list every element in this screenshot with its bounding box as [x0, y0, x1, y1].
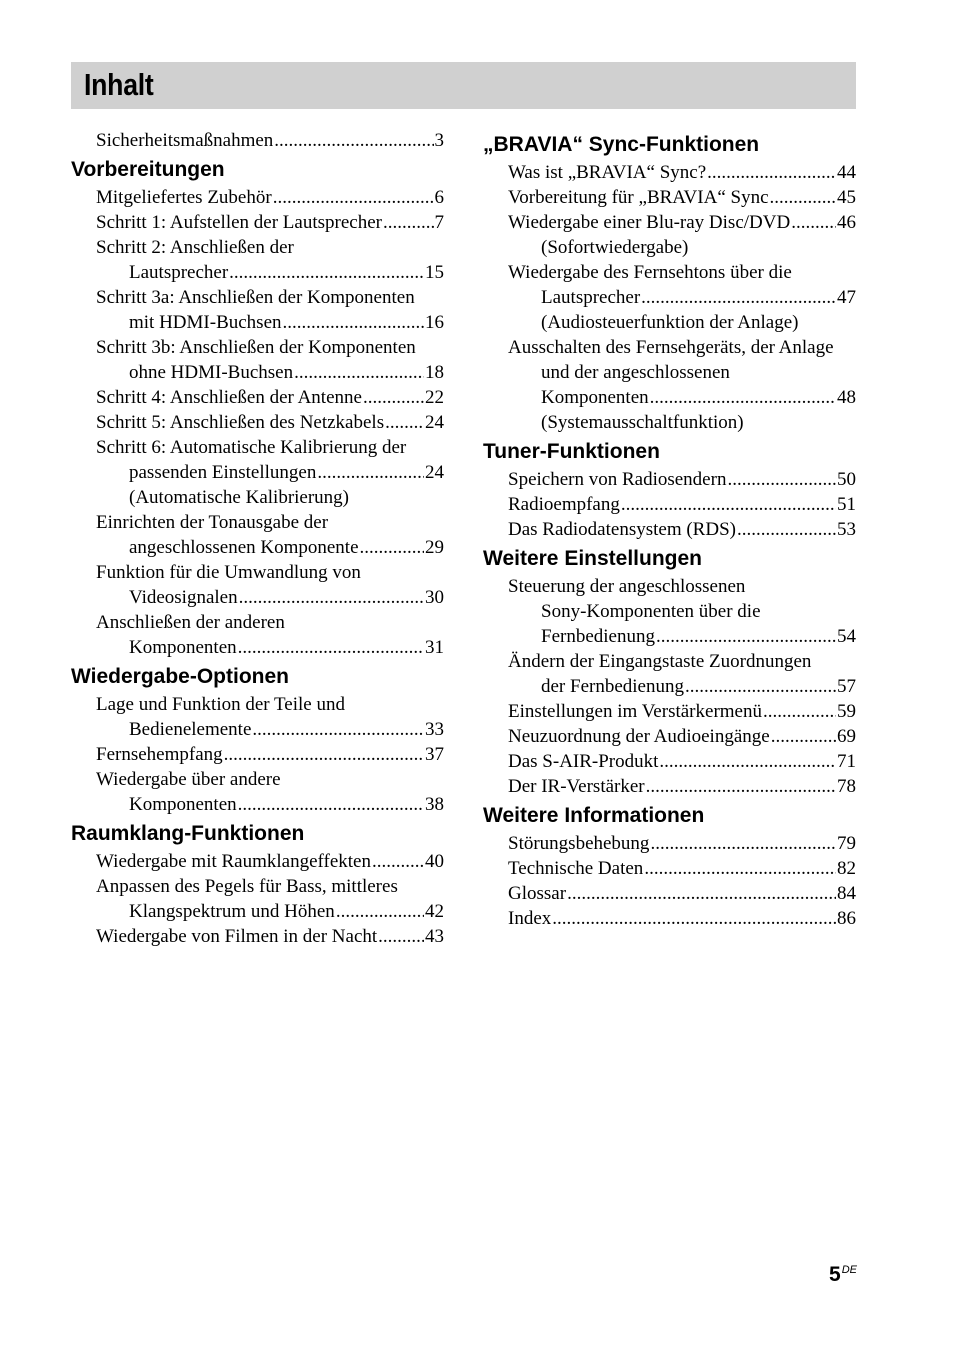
toc-entry-line [508, 160, 856, 185]
leader-dots [641, 285, 836, 310]
toc-entry-line [508, 210, 856, 235]
toc-entry-text: Störungsbehebung [508, 833, 650, 854]
toc-entry-text: Vorbereitung für „BRAVIA“ Sync [508, 187, 769, 208]
leader-dots [383, 210, 434, 235]
leader-dots [372, 849, 424, 874]
toc-entry[interactable] [483, 517, 856, 542]
toc-page-number: 78 [837, 776, 856, 797]
toc-page-number: 54 [837, 626, 856, 647]
toc-entry-line [508, 749, 856, 774]
leader-dots [567, 881, 836, 906]
toc-section [71, 660, 444, 817]
leader-dots [707, 160, 836, 185]
toc-page-number: 37 [425, 744, 444, 765]
section-heading: Wiedergabe-Optionen [71, 665, 289, 688]
toc-page-number: 22 [425, 387, 444, 408]
toc-entry-line: Wiedergabe über andere [96, 769, 281, 790]
toc-entry-line: Steuerung der angeschlossenen [508, 576, 746, 597]
leader-dots [771, 724, 836, 749]
toc-entry[interactable] [71, 185, 444, 210]
toc-entry-line [508, 856, 856, 881]
leader-dots [283, 310, 424, 335]
leader-dots [273, 185, 434, 210]
toc-entry[interactable] [71, 874, 444, 924]
leader-dots [644, 856, 836, 881]
toc-entry-text: Was ist „BRAVIA“ Sync? [508, 162, 707, 183]
toc-entry-text: Bedienelemente [129, 719, 252, 740]
toc-entry-text: Sicherheitsmaßnahmen [96, 130, 274, 151]
toc-entry-line [508, 285, 856, 310]
page-number-value: 5 [829, 1263, 841, 1286]
toc-section [483, 128, 856, 435]
toc-page-number: 38 [425, 794, 444, 815]
toc-entry-line [96, 410, 444, 435]
toc-right-column [483, 128, 856, 931]
toc-entry-line [96, 185, 444, 210]
toc-entry[interactable] [71, 410, 444, 435]
toc-page-number: 43 [425, 926, 444, 947]
toc-entry[interactable] [71, 128, 444, 153]
leader-dots [252, 717, 424, 742]
toc-entry[interactable] [71, 235, 444, 285]
leader-dots [650, 385, 836, 410]
leader-dots [621, 492, 836, 517]
toc-entry-text: Fernbedienung [541, 626, 655, 647]
toc-page-number: 69 [837, 726, 856, 747]
toc-entry[interactable] [71, 210, 444, 235]
toc-entry-text: Radioempfang [508, 494, 620, 515]
toc-entry[interactable] [483, 856, 856, 881]
toc-entry-note: (Sofortwiedergabe) [541, 237, 689, 258]
toc-entry-line [96, 128, 444, 153]
toc-entry[interactable] [71, 435, 444, 510]
toc-page-number: 46 [837, 212, 856, 233]
section-heading: Weitere Einstellungen [483, 547, 702, 570]
toc-entry[interactable] [71, 610, 444, 660]
toc-entry-line [96, 260, 444, 285]
toc-entry-line: Lage und Funktion der Teile und [96, 694, 345, 715]
leader-dots [737, 517, 836, 542]
toc-page-number: 15 [425, 262, 444, 283]
toc-entry-text: Speichern von Radiosendern [508, 469, 727, 490]
toc-entry-line [508, 492, 856, 517]
toc-entry-text: Schritt 1: Aufstellen der Lautsprecher [96, 212, 382, 233]
toc-section [71, 153, 444, 660]
toc-page-number: 3 [434, 130, 444, 151]
leader-dots [294, 360, 424, 385]
toc-entry-line [96, 924, 444, 949]
leader-dots [229, 260, 424, 285]
leader-dots [224, 742, 424, 767]
leader-dots [378, 924, 424, 949]
toc-entry-text: passenden Einstellungen [129, 462, 317, 483]
toc-entry-line [96, 360, 444, 385]
toc-entry-line: Sony-Komponenten über die [541, 601, 761, 622]
toc-entry-text: Klangspektrum und Höhen [129, 901, 335, 922]
toc-entry-text: Der IR-Verstärker [508, 776, 645, 797]
toc-entry-text: Index [508, 908, 552, 929]
page-number-suffix: DE [841, 1264, 857, 1276]
toc-page-number: 51 [837, 494, 856, 515]
section-heading: „BRAVIA“ Sync-Funktionen [483, 133, 760, 156]
toc-section [483, 435, 856, 542]
toc-entry-line: Schritt 3b: Anschließen der Komponenten [96, 337, 416, 358]
toc-entry-text: Lautsprecher [129, 262, 229, 283]
toc-page-number: 50 [837, 469, 856, 490]
toc-page-number: 31 [425, 637, 444, 658]
toc-entry-line [508, 467, 856, 492]
toc-entry-text: angeschlossenen Komponente [129, 537, 359, 558]
leader-dots [363, 385, 424, 410]
page-number [829, 1258, 857, 1287]
toc-entry-line: Anpassen des Pegels für Bass, mittleres [96, 876, 398, 897]
toc-entry-list [71, 128, 444, 153]
leader-dots [770, 185, 836, 210]
leader-dots [791, 210, 836, 235]
section-heading: Raumklang-Funktionen [71, 822, 305, 845]
toc-entry-line [96, 385, 444, 410]
toc-entry-text: Das Radiodatensystem (RDS) [508, 519, 736, 540]
leader-dots [646, 774, 836, 799]
toc-entry[interactable] [483, 906, 856, 931]
toc-left-column [71, 128, 444, 949]
toc-entry-text: Videosignalen [129, 587, 238, 608]
leader-dots [656, 624, 836, 649]
leader-dots [727, 467, 836, 492]
leader-dots [650, 831, 836, 856]
toc-entry-list [483, 574, 856, 799]
toc-page-number: 84 [837, 883, 856, 904]
toc-entry-line [508, 831, 856, 856]
toc-page-number: 29 [425, 537, 444, 558]
toc-page-number: 48 [837, 387, 856, 408]
toc-entry-text: Komponenten [129, 637, 237, 658]
toc-entry[interactable] [71, 385, 444, 410]
toc-page-number: 47 [837, 287, 856, 308]
toc-entry-text: Schritt 5: Anschließen des Netzkabels [96, 412, 385, 433]
toc-page-number: 57 [837, 676, 856, 697]
toc-entry-line [508, 674, 856, 699]
toc-entry-line [508, 881, 856, 906]
toc-entry-text: Lautsprecher [541, 287, 641, 308]
leader-dots [317, 460, 424, 485]
toc-entry-text: Komponenten [541, 387, 649, 408]
toc-entry-line [96, 899, 444, 924]
leader-dots [763, 699, 836, 724]
toc-entry[interactable] [483, 831, 856, 856]
toc-entry-text: Fernsehempfang [96, 744, 223, 765]
leader-dots [552, 906, 836, 931]
toc-entry-line: Schritt 6: Automatische Kalibrierung der [96, 437, 407, 458]
toc-page-number: 18 [425, 362, 444, 383]
toc-entry-line [96, 717, 444, 742]
toc-entry[interactable] [483, 467, 856, 492]
toc-entry-text: Das S-AIR-Produkt [508, 751, 659, 772]
toc-entry[interactable] [483, 210, 856, 260]
toc-entry-line [96, 210, 444, 235]
toc-section [71, 128, 444, 153]
toc-entry-list [71, 185, 444, 660]
toc-entry[interactable] [71, 849, 444, 874]
toc-entry-list [483, 467, 856, 542]
toc-page-number: 45 [837, 187, 856, 208]
toc-page-number: 24 [425, 462, 444, 483]
toc-entry-line [508, 517, 856, 542]
toc-entry-text: Glossar [508, 883, 567, 904]
toc-entry-line: und der angeschlossenen [541, 362, 730, 383]
toc-entry-line: Einrichten der Tonausgabe der [96, 512, 329, 533]
toc-page-number: 6 [434, 187, 444, 208]
toc-entry-text: mit HDMI-Buchsen [129, 312, 282, 333]
toc-page-number: 24 [425, 412, 444, 433]
toc-page-number: 30 [425, 587, 444, 608]
toc-entry-line [96, 792, 444, 817]
toc-entry[interactable] [71, 510, 444, 560]
toc-entry-list [71, 849, 444, 949]
toc-entry-text: Wiedergabe mit Raumklangeffekten [96, 851, 371, 872]
toc-entry[interactable] [483, 492, 856, 517]
toc-page-number: 59 [837, 701, 856, 722]
toc-entry-text: der Fernbedienung [541, 676, 684, 697]
toc-entry-text: Komponenten [129, 794, 237, 815]
toc-page-number: 53 [837, 519, 856, 540]
toc-page-number: 33 [425, 719, 444, 740]
leader-dots [238, 792, 424, 817]
title-bar [71, 62, 856, 109]
toc-entry[interactable] [71, 335, 444, 385]
toc-page-number: 40 [425, 851, 444, 872]
toc-entry-line [508, 724, 856, 749]
toc-page-number: 79 [837, 833, 856, 854]
toc-entry-line [96, 742, 444, 767]
leader-dots [336, 899, 424, 924]
toc-page-number: 16 [425, 312, 444, 333]
toc-entry[interactable] [483, 881, 856, 906]
toc-entry[interactable] [483, 335, 856, 435]
toc-entry-line [508, 185, 856, 210]
toc-page-number: 82 [837, 858, 856, 879]
toc-entry-list [483, 831, 856, 931]
toc-entry-text: Neuzuordnung der Audioeingänge [508, 726, 770, 747]
toc-page-number: 42 [425, 901, 444, 922]
toc-section [71, 817, 444, 949]
toc-page-number: 71 [837, 751, 856, 772]
toc-entry-text: Technische Daten [508, 858, 644, 879]
toc-entry-line: Funktion für die Umwandlung von [96, 562, 361, 583]
toc-entry[interactable] [71, 742, 444, 767]
toc-entry[interactable] [71, 692, 444, 742]
page-title: Inhalt [84, 67, 154, 102]
toc-entry-line [508, 624, 856, 649]
toc-entry[interactable] [71, 924, 444, 949]
toc-entry-list [483, 160, 856, 435]
toc-entry-line: Schritt 2: Anschließen der [96, 237, 294, 258]
toc-entry-text: Mitgeliefertes Zubehör [96, 187, 272, 208]
leader-dots [274, 128, 433, 153]
leader-dots [685, 674, 836, 699]
leader-dots [360, 535, 424, 560]
toc-page-number: 86 [837, 908, 856, 929]
toc-entry[interactable] [483, 260, 856, 335]
toc-entry-line [96, 635, 444, 660]
toc-entry[interactable] [71, 285, 444, 335]
toc-section [483, 799, 856, 931]
toc-entry-line [508, 699, 856, 724]
toc-entry[interactable] [483, 185, 856, 210]
toc-page-number: 44 [837, 162, 856, 183]
toc-entry-line [96, 585, 444, 610]
toc-entry-note: (Systemausschaltfunktion) [541, 412, 744, 433]
toc-entry[interactable] [483, 749, 856, 774]
toc-entry-note: (Audiosteuerfunktion der Anlage) [541, 312, 799, 333]
toc-entry[interactable] [483, 649, 856, 699]
toc-entry-line [96, 310, 444, 335]
toc-entry-text: Einstellungen im Verstärkermenü [508, 701, 762, 722]
toc-entry[interactable] [71, 767, 444, 817]
section-heading: Tuner-Funktionen [483, 440, 660, 463]
toc-page-number: 7 [434, 212, 444, 233]
section-heading: Vorbereitungen [71, 158, 225, 181]
toc-entry-list [71, 692, 444, 817]
toc-entry-text: Wiedergabe von Filmen in der Nacht [96, 926, 378, 947]
toc-entry-line [508, 774, 856, 799]
toc-entry-line: Schritt 3a: Anschließen der Komponenten [96, 287, 415, 308]
toc-entry-line: Anschließen der anderen [96, 612, 285, 633]
toc-entry[interactable] [483, 774, 856, 799]
toc-entry-text: ohne HDMI-Buchsen [129, 362, 294, 383]
leader-dots [385, 410, 424, 435]
toc-entry[interactable] [483, 724, 856, 749]
toc-entry-line [96, 535, 444, 560]
toc-entry-text: Wiedergabe einer Blu-ray Disc/DVD [508, 212, 791, 233]
toc-entry-line: Ändern der Eingangstaste Zuordnungen [508, 651, 812, 672]
toc-entry-line [96, 849, 444, 874]
leader-dots [659, 749, 836, 774]
leader-dots [238, 635, 424, 660]
toc-entry-line: Wiedergabe des Fernsehtons über die [508, 262, 792, 283]
toc-entry-line [508, 906, 856, 931]
toc-entry-line [96, 460, 444, 485]
toc-section [483, 542, 856, 799]
toc-entry-line: Ausschalten des Fernsehgeräts, der Anlage [508, 337, 834, 358]
toc-entry[interactable] [483, 574, 856, 649]
toc-entry-note: (Automatische Kalibrierung) [129, 487, 350, 508]
toc-entry-text: Schritt 4: Anschließen der Antenne [96, 387, 362, 408]
leader-dots [239, 585, 424, 610]
toc-entry[interactable] [483, 160, 856, 185]
toc-entry[interactable] [71, 560, 444, 610]
section-heading: Weitere Informationen [483, 804, 705, 827]
toc-entry-line [508, 385, 856, 410]
toc-entry[interactable] [483, 699, 856, 724]
